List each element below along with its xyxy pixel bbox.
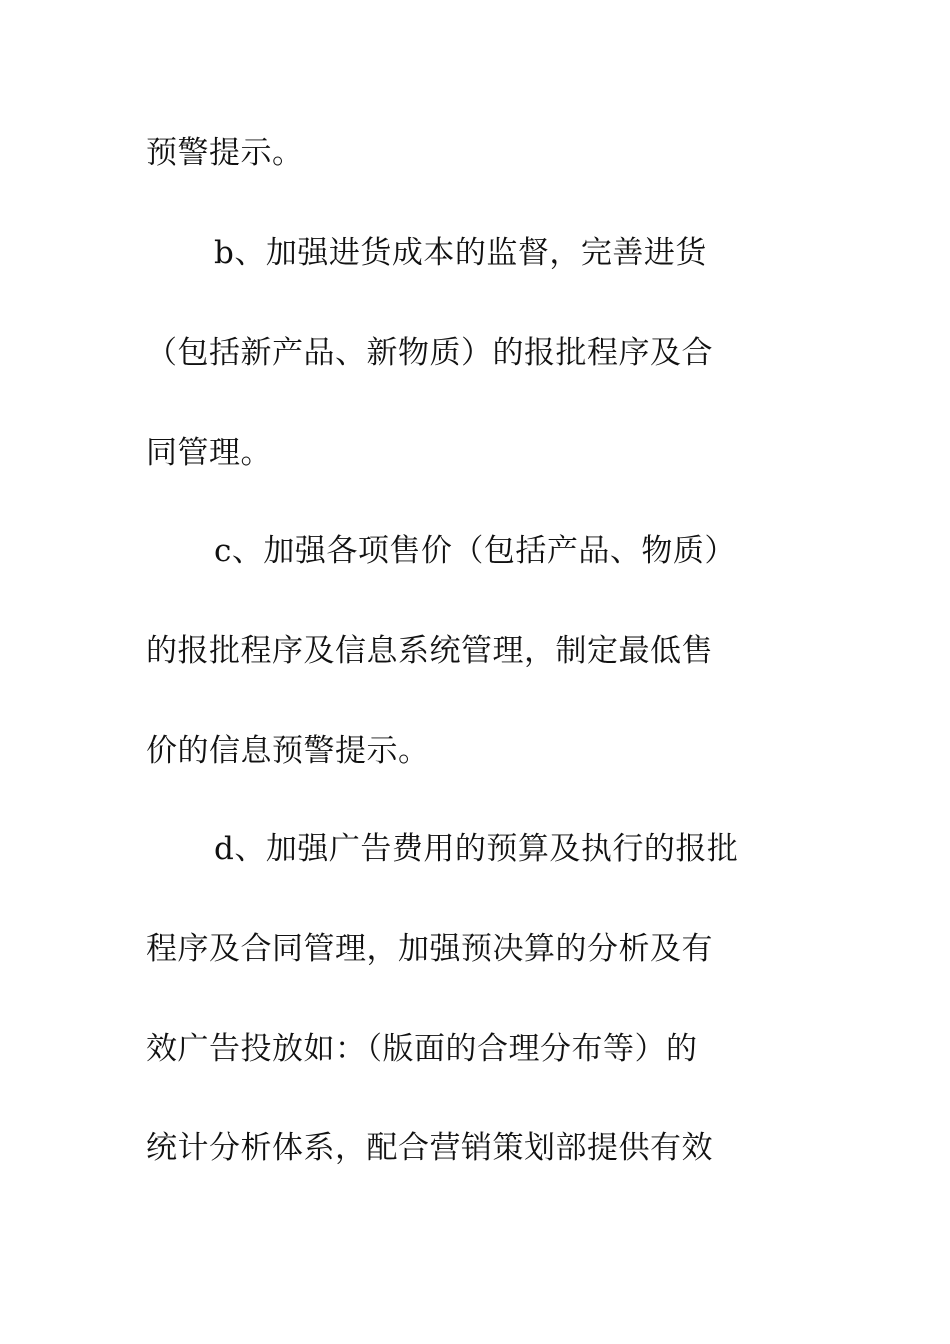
text-line-3: （包括新产品、新物质）的报批程序及合 [146, 335, 713, 371]
text-line-11: 统计分析体系，配合营销策划部提供有效 [146, 1130, 713, 1166]
text-line-10: 效广告投放如：（版面的合理分布等）的 [146, 1031, 698, 1067]
text-line-9: 程序及合同管理，加强预决算的分析及有 [146, 931, 713, 967]
text-line-6: 的报批程序及信息系统管理，制定最低售 [146, 633, 713, 669]
text-line-2: b、加强进货成本的监督，完善进货 [214, 235, 707, 271]
text-line-7: 价的信息预警提示。 [146, 733, 430, 769]
text-line-8: d、加强广告费用的预算及执行的报批 [214, 831, 739, 867]
text-line-5: c、加强各项售价（包括产品、物质） [214, 533, 736, 569]
text-line-4: 同管理。 [146, 435, 272, 471]
text-line-1: 预警提示。 [146, 135, 304, 171]
